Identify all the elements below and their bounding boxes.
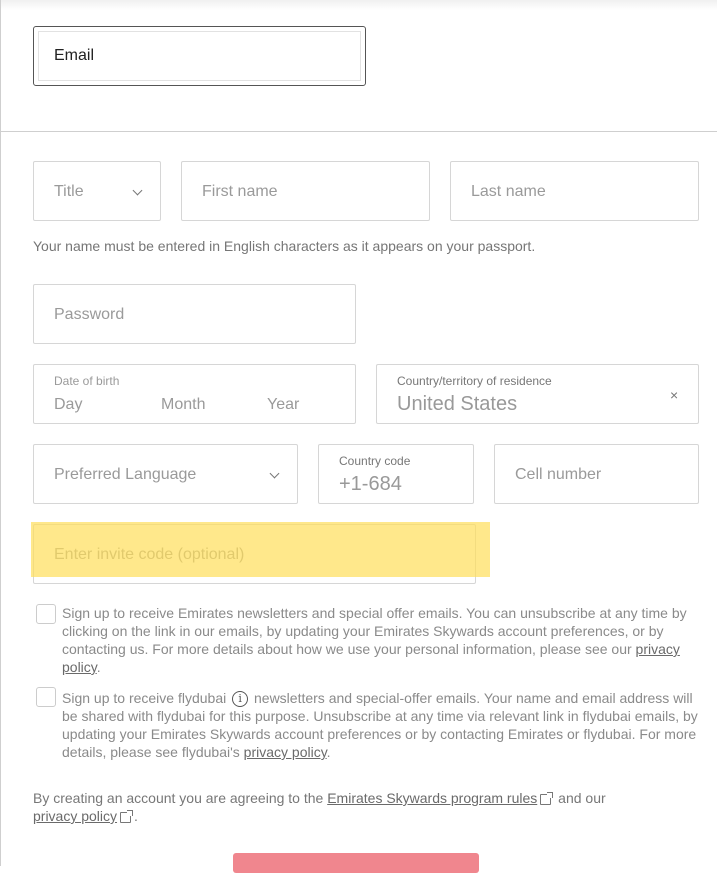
flydubai-consent-end: .	[326, 744, 331, 760]
email-label: Email	[54, 47, 95, 64]
name-hint: Your name must be entered in English characters as it appears on your passport.	[33, 238, 536, 254]
newsletter-checkbox[interactable]	[36, 604, 56, 624]
password-field[interactable]	[33, 284, 356, 344]
terms-privacy-policy-link[interactable]: privacy policy	[33, 808, 118, 824]
dob-year[interactable]: Year	[267, 396, 300, 413]
terms-pre: By creating an account you are agreeing to the	[33, 790, 328, 806]
title-select[interactable]	[33, 161, 161, 221]
country-label: Country/territory of residence	[397, 374, 552, 388]
cell-number-field[interactable]	[494, 444, 699, 504]
country-residence-field[interactable]	[376, 364, 699, 424]
date-of-birth-field[interactable]	[33, 364, 356, 424]
last-name-placeholder: Last name	[471, 183, 546, 200]
flydubai-consent-pre: Sign up to receive flydubai	[62, 690, 227, 706]
newsletter-consent-body: Sign up to receive Emirates newsletters and special offer emails. You can unsubscribe at any time by clicking on the link in our emails, by updating your Emirates Skywards account preferences, or by contacting us. For more details about how we use your personal information, please see our	[62, 605, 687, 657]
top-shadow	[1, 0, 717, 10]
title-placeholder: Title	[54, 183, 84, 200]
dob-label: Date of birth	[54, 374, 120, 388]
country-value: United States	[397, 393, 518, 415]
country-code-value: +1-684	[339, 473, 402, 495]
terms-mid: and our	[554, 790, 606, 806]
info-icon[interactable]: i	[232, 691, 248, 707]
program-rules-link[interactable]: Emirates Skywards program rules	[327, 790, 538, 806]
dob-day[interactable]: Day	[54, 396, 83, 413]
country-code-label: Country code	[339, 454, 411, 468]
submit-button[interactable]	[233, 853, 479, 873]
first-name-field[interactable]	[181, 161, 430, 221]
terms-text	[33, 789, 673, 825]
first-name-placeholder: First name	[202, 183, 278, 200]
email-field[interactable]	[33, 26, 366, 86]
chevron-down-icon	[270, 469, 280, 479]
password-placeholder: Password	[54, 306, 125, 323]
cell-placeholder: Cell number	[515, 466, 602, 483]
terms-end: .	[134, 808, 138, 824]
preferred-language-select[interactable]	[33, 444, 298, 504]
flydubai-consent-body: newsletters and special-offer emails. Your name and email address will be shared with flydubai for this purpose. Unsubscribe at any time via relevant link in flydubai emails, by updating your Emirates Skywards account preferences or by contacting Emirates or flydubai. For more details, please see flydubai's	[62, 690, 698, 760]
chevron-down-icon	[133, 186, 143, 196]
flydubai-privacy-policy-link[interactable]: privacy policy	[243, 744, 327, 760]
language-placeholder: Preferred Language	[54, 466, 197, 483]
newsletter-consent-text	[62, 604, 692, 676]
invite-highlight	[31, 522, 490, 577]
country-code-field[interactable]	[318, 444, 474, 504]
section-divider	[1, 131, 717, 132]
flydubai-consent-text	[62, 689, 702, 761]
dob-month[interactable]: Month	[161, 396, 206, 413]
privacy-policy-link[interactable]: privacy policy	[62, 641, 680, 675]
clear-icon[interactable]: ×	[670, 387, 679, 403]
flydubai-checkbox[interactable]	[36, 687, 56, 707]
external-link-icon	[120, 812, 131, 823]
last-name-field[interactable]	[450, 161, 699, 221]
external-link-icon	[540, 794, 551, 805]
newsletter-consent-end: .	[96, 659, 101, 675]
